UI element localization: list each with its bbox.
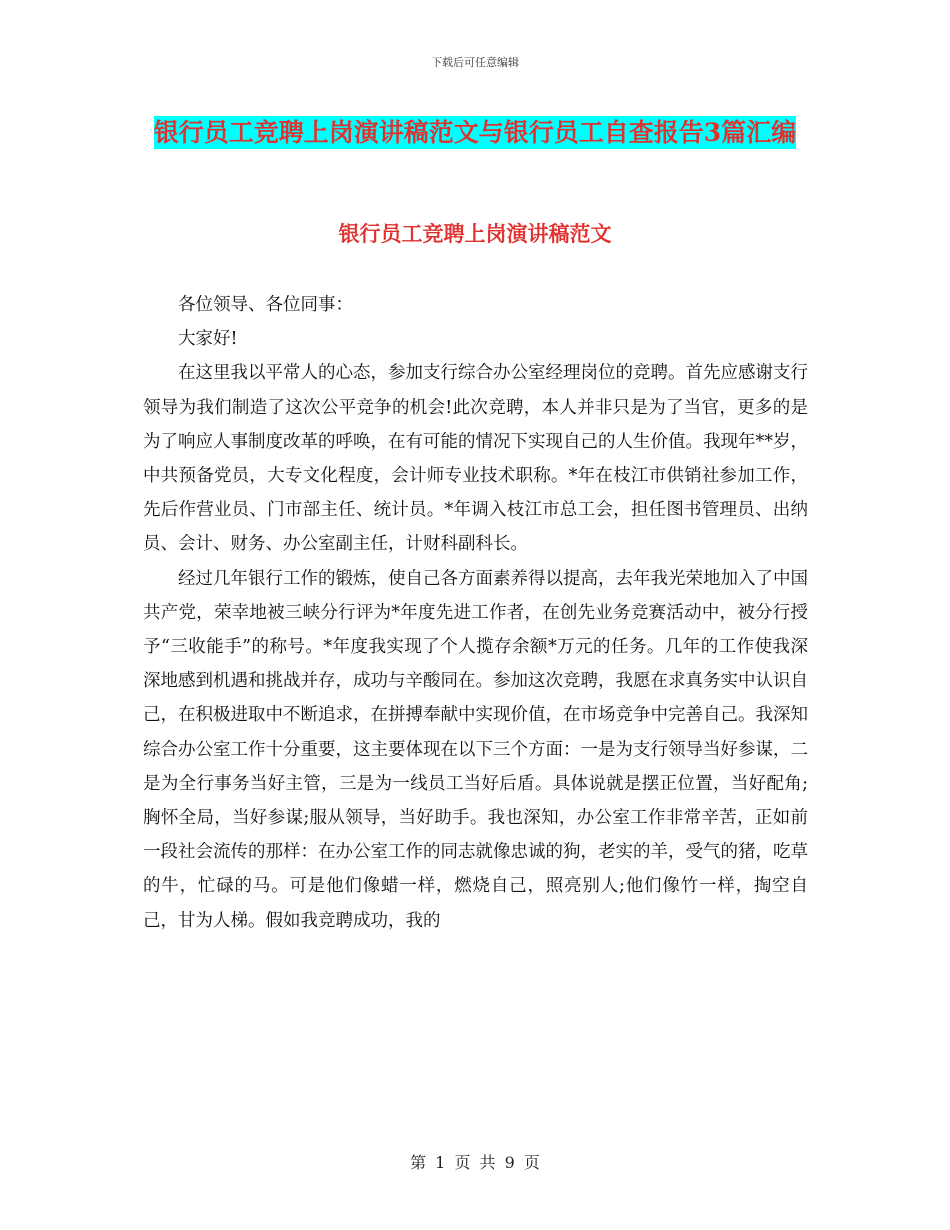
page-header-note: 下载后可任意编辑 <box>431 56 519 69</box>
paragraph-experience: 经过几年银行工作的锻炼，使自己各方面素养得以提高，去年我光荣地加入了中国共产党，荣幸地被三峡分行评为*年度先进工作者，在创先业务竞赛活动中，被分行授予“三收能手”的称号。*年度我实现了个人揽存余额*万元的任务。几年的工作使我深深地感到机遇和挑战并存，成功与辛酸同在。参加这次竞聘，我愿在求真务实中认识自己，在积极进取中不断追求，在拼搏奉献中实现价值，在市场竞争中完善自己。我深知综合办公室工作十分重要，这主要体现在以下三个方面：一是为支行领导当好参谋，二是为全行事务当好主管，三是为一线员工当好后盾。具体说就是摆正位置，当好配角;胸怀全局，当好参谋;服从领导，当好助手。我也深知，办公室工作非常辛苦，正如前一段社会流传的那样：在办公室工作的同志就像忠诚的狗，老实的羊，受气的猪，吃草的牛，忙碌的马。可是他们像蜡一样，燃烧自己，照亮别人;他们像竹一样，掏空自己，甘为人梯。假如我竞聘成功，我的 <box>143 568 808 931</box>
document-title: 银行员工竞聘上岗演讲稿范文与银行员工自查报告3篇汇编 <box>153 118 797 147</box>
paragraph-intro: 在这里我以平常人的心态，参加支行综合办公室经理岗位的竞聘。首先应感谢支行领导为我们制造了这次公平竞争的机会!此次竞聘，本人并非只是为了当官，更多的是为了响应人事制度改革的呼唤，在有可能的情况下实现自己的人生价值。我现年**岁，中共预备党员，大专文化程度，会计师专业技术职称。*年在枝江市供销社参加工作，先后作营业员、门市部主任、统计员。*年调入枝江市总工会，担任图书管理员、出纳员、会计、财务、办公室副主任，计财科副科长。 <box>143 363 808 555</box>
section-title: 银行员工竞聘上岗演讲稿范文 <box>338 221 612 246</box>
body-text <box>143 288 808 938</box>
greeting: 大家好! <box>178 329 238 350</box>
document-title-block <box>150 106 800 163</box>
salutation: 各位领导、各位同事： <box>178 295 353 315</box>
page-footer-number: 第 1 页 共 9 页 <box>410 1153 540 1172</box>
